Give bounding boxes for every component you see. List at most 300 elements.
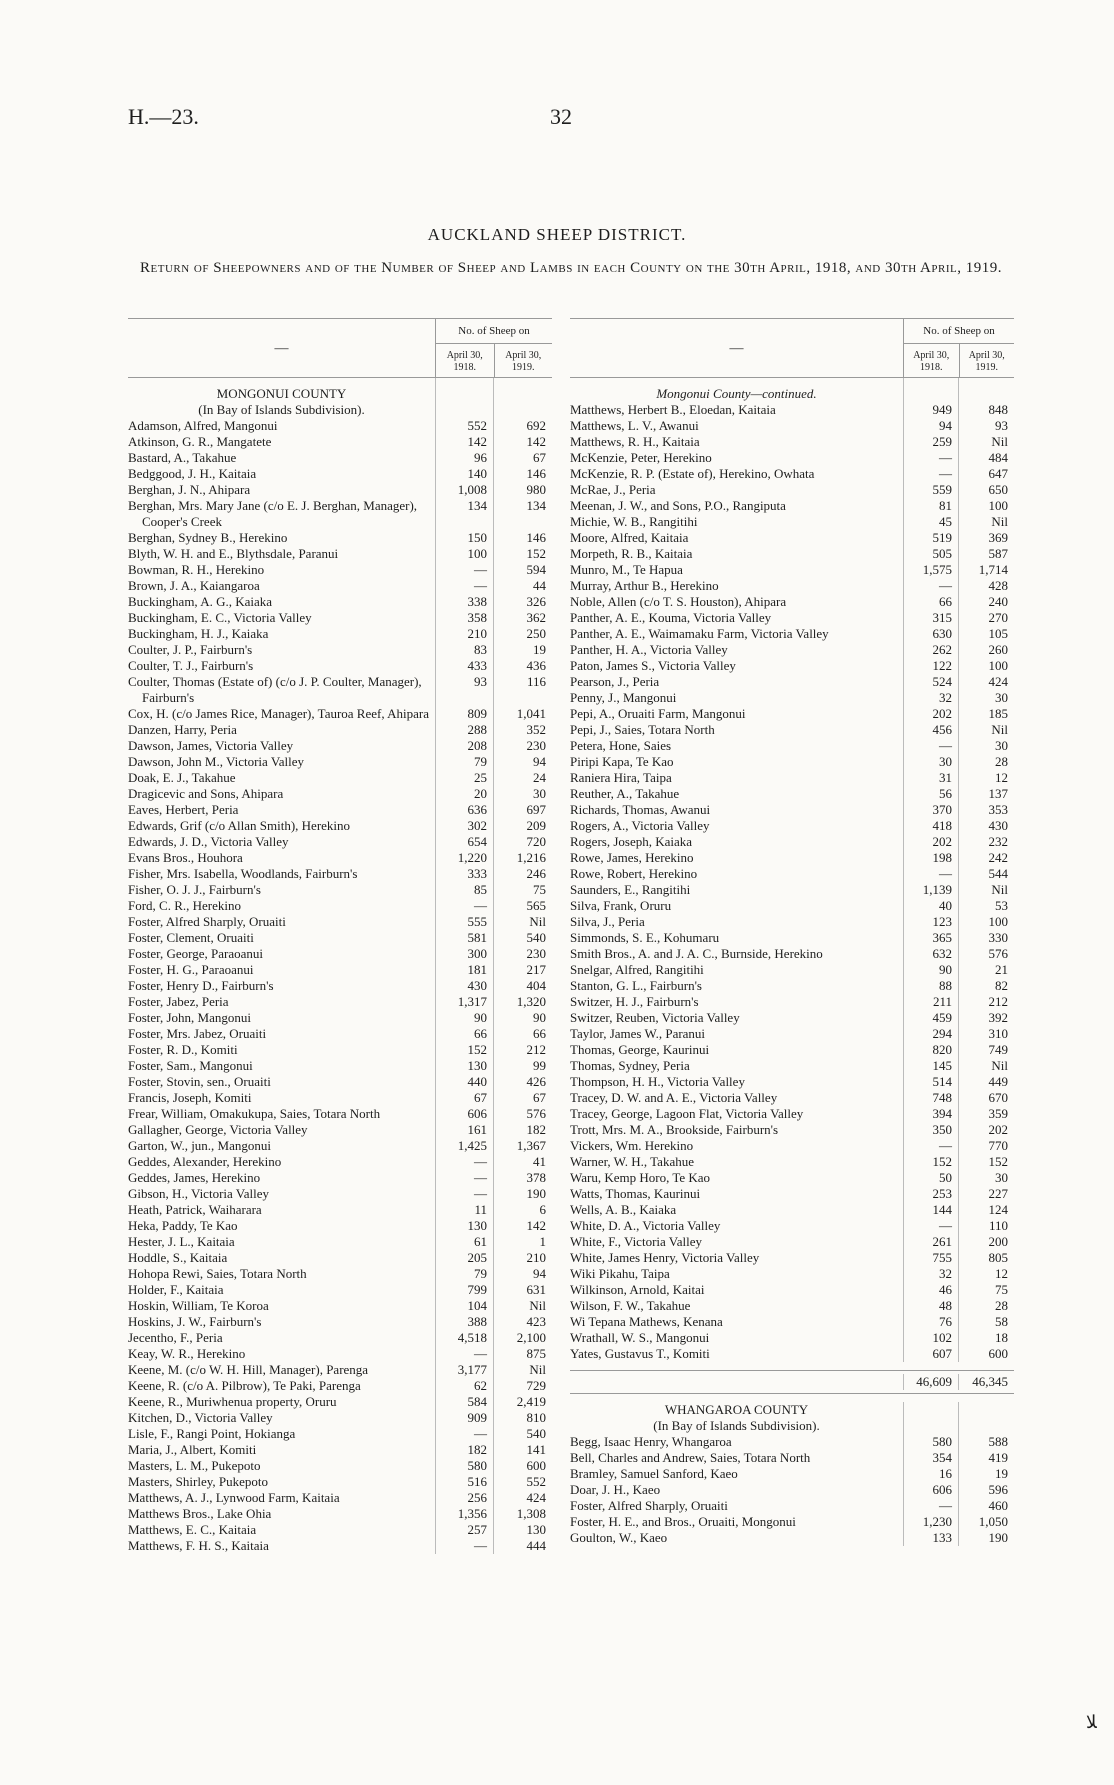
sheep-1919: 146 [526, 466, 546, 481]
sheep-1919: 670 [988, 1090, 1008, 1105]
sheep-1919: 484 [988, 450, 1008, 465]
sheep-1918: 88 [904, 978, 959, 994]
sheep-1918: 1,356 [436, 1506, 494, 1522]
table-row [128, 1362, 552, 1378]
sheep-1918: — [904, 1138, 959, 1154]
owner-name: Ford, C. R., Herekino [128, 898, 436, 914]
table-row [128, 930, 552, 946]
owner-name: Pearson, J., Peria [570, 674, 904, 690]
sheep-1919: 540 [526, 1426, 546, 1441]
table-row [570, 1058, 1014, 1074]
owner-name: Hoddle, S., Kaitaia [128, 1250, 436, 1266]
sheep-1918: 584 [436, 1394, 494, 1410]
owner-name: Panther, H. A., Victoria Valley [570, 642, 904, 658]
owner-name: Masters, Shirley, Pukepoto [128, 1474, 436, 1490]
table-row [128, 626, 552, 642]
table-row [128, 578, 552, 594]
sheep-1919: 1,714 [978, 562, 1008, 577]
sheep-1919: Nil [991, 1058, 1008, 1073]
sheep-1919: 142 [526, 1218, 546, 1233]
table-row [570, 1106, 1014, 1122]
table-row [128, 754, 552, 770]
sheep-1918: 16 [904, 1466, 959, 1482]
owner-name: Watts, Thomas, Kaurinui [570, 1186, 904, 1202]
table-row [570, 674, 1014, 690]
table-row [128, 546, 552, 562]
sheep-1919: 1,308 [516, 1506, 546, 1521]
owner-name: Evans Bros., Houhora [128, 850, 436, 866]
table-body [570, 378, 1014, 1546]
sheep-1919: 449 [988, 1074, 1008, 1089]
sheep-1919: 729 [526, 1378, 546, 1393]
owner-name: Smith Bros., A. and J. A. C., Burnside, Herekino [570, 946, 904, 962]
sheep-1919: 424 [988, 674, 1008, 689]
sheep-1919: 326 [526, 594, 546, 609]
owner-name: McRae, J., Peria [570, 482, 904, 498]
owner-name: Taylor, James W., Paranui [570, 1026, 904, 1042]
sheep-1919: 141 [526, 1442, 546, 1457]
owner-name: Wi Tepana Mathews, Kenana [570, 1314, 904, 1330]
sheep-1918: 388 [436, 1314, 494, 1330]
sheep-count-group-header: No. of Sheep on [436, 319, 552, 344]
sheep-1918: 31 [904, 770, 959, 786]
sheep-1919: 647 [988, 466, 1008, 481]
sheep-1918: 354 [904, 1450, 959, 1466]
table-row [570, 1122, 1014, 1138]
sheep-1919: 30 [533, 786, 546, 801]
owner-name: Pepi, J., Saies, Totara North [570, 722, 904, 738]
sheep-1919: 565 [526, 898, 546, 913]
sheep-1919: 392 [988, 1010, 1008, 1025]
sheep-1918: 208 [436, 738, 494, 754]
sheep-1918: 294 [904, 1026, 959, 1042]
owner-name: McKenzie, Peter, Herekino [570, 450, 904, 466]
sheep-1918: 555 [436, 914, 494, 930]
owner-name: Panther, A. E., Kouma, Victoria Valley [570, 610, 904, 626]
table-row [570, 930, 1014, 946]
page-number: 32 [550, 104, 572, 129]
sheep-1919: 1,041 [516, 706, 546, 721]
sheep-1918: 123 [904, 914, 959, 930]
sheep-1918: — [436, 1186, 494, 1202]
sheep-1918: 198 [904, 850, 959, 866]
sheep-1919: 587 [988, 546, 1008, 561]
owner-name: Pepi, A., Oruaiti Farm, Mangonui [570, 706, 904, 722]
sheep-1919: 2,419 [516, 1394, 546, 1409]
sheep-1919: 19 [533, 642, 546, 657]
owner-name: Foster, Jabez, Peria [128, 994, 436, 1010]
section-heading: Mongonui County—continued. [570, 386, 904, 402]
owner-name: Berghan, Mrs. Mary Jane (c/o E. J. Berghan, Manager), Cooper's Creek [128, 498, 436, 530]
sheep-1919: 246 [526, 866, 546, 881]
table-body [128, 378, 552, 1554]
sheep-1919: 697 [526, 802, 546, 817]
year-1919-header: April 30, 1919. [505, 350, 542, 373]
sheep-1918: 820 [904, 1042, 959, 1058]
owner-name: Morpeth, R. B., Kaitaia [570, 546, 904, 562]
owner-name: Switzer, Reuben, Victoria Valley [570, 1010, 904, 1026]
table-row [570, 1314, 1014, 1330]
table-row [128, 418, 552, 434]
sheep-1918: 300 [436, 946, 494, 962]
year-1918-header: April 30, 1918. [436, 344, 495, 377]
sheep-1919: Nil [529, 1298, 546, 1313]
owner-name: Tracey, D. W. and A. E., Victoria Valley [570, 1090, 904, 1106]
table-row [570, 562, 1014, 578]
sheep-1918: 519 [904, 530, 959, 546]
table-row [570, 802, 1014, 818]
sheep-1918: 606 [436, 1106, 494, 1122]
owner-name: Foster, George, Paraoanui [128, 946, 436, 962]
sheep-1918: — [436, 1538, 494, 1554]
table-row [570, 1138, 1014, 1154]
table-row [128, 786, 552, 802]
owner-name: Bedggood, J. H., Kaitaia [128, 466, 436, 482]
sheep-1918: 46 [904, 1282, 959, 1298]
table-row [128, 1026, 552, 1042]
owner-name: Foster, R. D., Komiti [128, 1042, 436, 1058]
sheep-1919: 110 [988, 1218, 1008, 1233]
sheep-1918: 152 [436, 1042, 494, 1058]
owner-name: Rogers, Joseph, Kaiaka [570, 834, 904, 850]
table-row [128, 658, 552, 674]
owner-name: Tracey, George, Lagoon Flat, Victoria Valley [570, 1106, 904, 1122]
sheep-1918: 90 [904, 962, 959, 978]
sheep-1918: 559 [904, 482, 959, 498]
table-row [128, 882, 552, 898]
table-row [128, 994, 552, 1010]
owner-name: Moore, Alfred, Kaitaia [570, 530, 904, 546]
owner-name: Coulter, J. P., Fairburn's [128, 642, 436, 658]
owner-name: Murray, Arthur B., Herekino [570, 578, 904, 594]
sheep-1918: 182 [436, 1442, 494, 1458]
year-1919-header: April 30, 1919. [968, 350, 1005, 373]
sheep-1918: 259 [904, 434, 959, 450]
sheep-1918: — [904, 738, 959, 754]
sheep-1919: 227 [988, 1186, 1008, 1201]
sheep-1918: 130 [436, 1218, 494, 1234]
owner-name: Hohopa Rewi, Saies, Totara North [128, 1266, 436, 1282]
owner-name: Meenan, J. W., and Sons, P.O., Rangiputa [570, 498, 904, 514]
sheep-1919: 190 [526, 1186, 546, 1201]
sheep-1918: 261 [904, 1234, 959, 1250]
name-column-header: — [274, 341, 289, 356]
sheep-1919: Nil [991, 514, 1008, 529]
owner-name: Geddes, Alexander, Herekino [128, 1154, 436, 1170]
section-subheading: (In Bay of Islands Subdivision). [570, 1418, 904, 1434]
table-row [570, 1498, 1014, 1514]
owner-name: Hester, J. L., Kaitaia [128, 1234, 436, 1250]
sheep-1919: 209 [526, 818, 546, 833]
table-row [128, 1010, 552, 1026]
owner-name: Silva, J., Peria [570, 914, 904, 930]
table-row [128, 1106, 552, 1122]
table-row [570, 1250, 1014, 1266]
owner-name: Piripi Kapa, Te Kao [570, 754, 904, 770]
owner-name: Matthews, E. C., Kaitaia [128, 1522, 436, 1538]
table-row [570, 1346, 1014, 1362]
sheep-1918: 102 [904, 1330, 959, 1346]
sheep-1919: 353 [988, 802, 1008, 817]
owner-name: Thomas, Sydney, Peria [570, 1058, 904, 1074]
sheep-1919: 552 [526, 1474, 546, 1489]
sheep-1918: 262 [904, 642, 959, 658]
sheep-1918: 40 [904, 898, 959, 914]
sheep-1919: 362 [526, 610, 546, 625]
table-row [570, 1266, 1014, 1282]
sheep-1918: 140 [436, 466, 494, 482]
table-row [570, 514, 1014, 530]
sheep-1919: 19 [995, 1466, 1008, 1481]
owner-name: Matthews Bros., Lake Ohia [128, 1506, 436, 1522]
sheep-1919: 330 [988, 930, 1008, 945]
table-row [570, 834, 1014, 850]
sheep-1919: 6 [539, 1202, 546, 1217]
table-row [570, 770, 1014, 786]
table-row [570, 434, 1014, 450]
sheep-1918: 61 [436, 1234, 494, 1250]
table-row [570, 882, 1014, 898]
sheep-1919: 980 [526, 482, 546, 497]
sheep-1918: 104 [436, 1298, 494, 1314]
owner-name: Cox, H. (c/o James Rice, Manager), Tauroa Reef, Ahipara [128, 706, 436, 722]
table-row [570, 898, 1014, 914]
sheep-1918: 580 [436, 1458, 494, 1474]
table-row [128, 802, 552, 818]
owner-name: Dawson, John M., Victoria Valley [128, 754, 436, 770]
sheep-1919: 805 [988, 1250, 1008, 1265]
sheep-1919: 21 [995, 962, 1008, 977]
table-row [570, 1010, 1014, 1026]
owner-name: Richards, Thomas, Awanui [570, 802, 904, 818]
owner-name: Dawson, James, Victoria Valley [128, 738, 436, 754]
sheep-1918: 505 [904, 546, 959, 562]
sheep-1919: Nil [991, 722, 1008, 737]
sheep-1919: Nil [991, 882, 1008, 897]
table-row [570, 818, 1014, 834]
owner-name: Matthews, L. V., Awanui [570, 418, 904, 434]
table-row [128, 482, 552, 498]
owner-name: Dragicevic and Sons, Ahipara [128, 786, 436, 802]
table-row [570, 738, 1014, 754]
table-row [128, 434, 552, 450]
table-row [570, 450, 1014, 466]
sheep-1918: 81 [904, 498, 959, 514]
owner-name: Buckingham, E. C., Victoria Valley [128, 610, 436, 626]
owner-name: Kitchen, D., Victoria Valley [128, 1410, 436, 1426]
sheep-1918: 1,230 [904, 1514, 959, 1530]
right-table [570, 318, 1014, 1546]
table-row [128, 450, 552, 466]
table-row [128, 1122, 552, 1138]
sheep-1918: 607 [904, 1346, 959, 1362]
sheep-1919: 217 [526, 962, 546, 977]
owner-name: Buckingham, A. G., Kaiaka [128, 594, 436, 610]
owner-name: Coulter, T. J., Fairburn's [128, 658, 436, 674]
sheep-1918: 66 [436, 1026, 494, 1042]
sheep-1918: 90 [436, 1010, 494, 1026]
left-table [128, 318, 552, 1554]
sheep-1919: 94 [533, 754, 546, 769]
owner-name: Foster, John, Mangonui [128, 1010, 436, 1026]
sheep-1918: 288 [436, 722, 494, 738]
table-row [570, 754, 1014, 770]
table-row [128, 1474, 552, 1490]
table-row [570, 418, 1014, 434]
sheep-1919: 30 [995, 738, 1008, 753]
owner-name: Keene, R., Muriwhenua property, Oruru [128, 1394, 436, 1410]
sheep-1919: Nil [991, 434, 1008, 449]
owner-name: Keay, W. R., Herekino [128, 1346, 436, 1362]
sheep-1918: — [904, 578, 959, 594]
table-row [128, 1186, 552, 1202]
sheep-1918: 83 [436, 642, 494, 658]
sheep-1919: 444 [526, 1538, 546, 1553]
sheep-1919: 600 [988, 1346, 1008, 1361]
sheep-1918: 302 [436, 818, 494, 834]
owner-name: Fisher, O. J. J., Fairburn's [128, 882, 436, 898]
owner-name: Matthews, A. J., Lynwood Farm, Kaitaia [128, 1490, 436, 1506]
total-1919: 46,345 [972, 1374, 1008, 1389]
table-row [128, 1058, 552, 1074]
owner-name: Heath, Patrick, Waiharara [128, 1202, 436, 1218]
table-row [128, 1378, 552, 1394]
sheep-1918: 654 [436, 834, 494, 850]
sheep-1919: 142 [526, 434, 546, 449]
sheep-1918: 632 [904, 946, 959, 962]
table-row [128, 1074, 552, 1090]
owner-name: Adamson, Alfred, Mangonui [128, 418, 436, 434]
sheep-1918: 580 [904, 1434, 959, 1450]
sheep-1919: 875 [526, 1346, 546, 1361]
table-row [570, 1234, 1014, 1250]
total-1918: 46,609 [904, 1374, 959, 1390]
owner-name: Snelgar, Alfred, Rangitihi [570, 962, 904, 978]
owner-name: Wrathall, W. S., Mangonui [570, 1330, 904, 1346]
sheep-1919: 770 [988, 1138, 1008, 1153]
sheep-1919: 430 [988, 818, 1008, 833]
owner-name: Stanton, G. L., Fairburn's [570, 978, 904, 994]
owner-name: Silva, Frank, Oruru [570, 898, 904, 914]
table-row [570, 594, 1014, 610]
sheep-1919: 540 [526, 930, 546, 945]
sheep-1919: 631 [526, 1282, 546, 1297]
table-row [128, 1426, 552, 1442]
table-row [570, 402, 1014, 418]
sheep-1919: 419 [988, 1450, 1008, 1465]
table-row [128, 818, 552, 834]
table-row [128, 1490, 552, 1506]
name-column-header: — [729, 341, 744, 356]
sheep-1919: 100 [988, 658, 1008, 673]
owner-name: Begg, Isaac Henry, Whangaroa [570, 1434, 904, 1450]
sheep-1919: 423 [526, 1314, 546, 1329]
sheep-1919: 250 [526, 626, 546, 641]
section-subheading: (In Bay of Islands Subdivision). [128, 402, 436, 418]
sheep-1919: 44 [533, 578, 546, 593]
owner-name: Wiki Pikahu, Taipa [570, 1266, 904, 1282]
sheep-1919: 576 [988, 946, 1008, 961]
total-row [570, 1370, 1014, 1394]
owner-name: Buckingham, H. J., Kaiaka [128, 626, 436, 642]
sheep-1918: 440 [436, 1074, 494, 1090]
table-row [128, 1298, 552, 1314]
owner-name: Foster, Clement, Oruaiti [128, 930, 436, 946]
table-row [570, 914, 1014, 930]
table-row [128, 770, 552, 786]
sheep-1919: 596 [988, 1482, 1008, 1497]
owner-name: Foster, Mrs. Jabez, Oruaiti [128, 1026, 436, 1042]
sheep-1918: 133 [904, 1530, 959, 1546]
page-subtitle: Return of Sheepowners and of the Number of Sheep and Lambs in each County on the 30th April, 1918, and 30th April, 1919. [140, 260, 1002, 276]
owner-name: Foster, Sam., Mangonui [128, 1058, 436, 1074]
table-row [128, 1042, 552, 1058]
owner-name: Hoskins, J. W., Fairburn's [128, 1314, 436, 1330]
owner-name: Paton, James S., Victoria Valley [570, 658, 904, 674]
table-header [570, 318, 1014, 378]
owner-name: Doak, E. J., Takahue [128, 770, 436, 786]
sheep-1918: 1,317 [436, 994, 494, 1010]
owner-name: Rowe, Robert, Herekino [570, 866, 904, 882]
sheep-1918: 85 [436, 882, 494, 898]
table-row [570, 482, 1014, 498]
owner-name: Keene, M. (c/o W. H. Hill, Manager), Parenga [128, 1362, 436, 1378]
sheep-1919: 1,050 [978, 1514, 1008, 1529]
sheep-1918: 1,575 [904, 562, 959, 578]
table-row [128, 642, 552, 658]
sheep-1919: 41 [533, 1154, 546, 1169]
table-row [570, 850, 1014, 866]
sheep-1918: 4,518 [436, 1330, 494, 1346]
table-row [570, 498, 1014, 514]
sheep-1918: — [904, 1498, 959, 1514]
table-row [128, 1266, 552, 1282]
sheep-1918: 394 [904, 1106, 959, 1122]
sheep-1918: 144 [904, 1202, 959, 1218]
sheep-1918: — [436, 562, 494, 578]
sheep-1918: 358 [436, 610, 494, 626]
owner-name: McKenzie, R. P. (Estate of), Herekino, Owhata [570, 466, 904, 482]
sheep-1918: 755 [904, 1250, 959, 1266]
table-row [128, 722, 552, 738]
sheep-1918: 909 [436, 1410, 494, 1426]
sheep-1918: 433 [436, 658, 494, 674]
sheep-1919: 90 [533, 1010, 546, 1025]
owner-name: Masters, L. M., Pukepoto [128, 1458, 436, 1474]
sheep-1918: 202 [904, 834, 959, 850]
owner-name: Edwards, Grif (c/o Allan Smith), Herekino [128, 818, 436, 834]
sheep-1919: 600 [526, 1458, 546, 1473]
sheep-1919: 146 [526, 530, 546, 545]
sheep-1919: 588 [988, 1434, 1008, 1449]
sheep-1919: 12 [995, 770, 1008, 785]
owner-name: Raniera Hira, Taipa [570, 770, 904, 786]
table-row [570, 786, 1014, 802]
owner-name: Reuther, A., Takahue [570, 786, 904, 802]
owner-name: Heka, Paddy, Te Kao [128, 1218, 436, 1234]
sheep-1918: — [436, 1346, 494, 1362]
sheep-1919: 230 [526, 738, 546, 753]
sheep-1919: 212 [988, 994, 1008, 1009]
table-row [570, 610, 1014, 626]
sheep-1918: 459 [904, 1010, 959, 1026]
table-row [570, 1186, 1014, 1202]
owner-name: Goulton, W., Kaeo [570, 1530, 904, 1546]
owner-name: Saunders, E., Rangitihi [570, 882, 904, 898]
sheep-1918: 1,220 [436, 850, 494, 866]
sheep-1918: — [436, 578, 494, 594]
sheep-1919: 24 [533, 770, 546, 785]
